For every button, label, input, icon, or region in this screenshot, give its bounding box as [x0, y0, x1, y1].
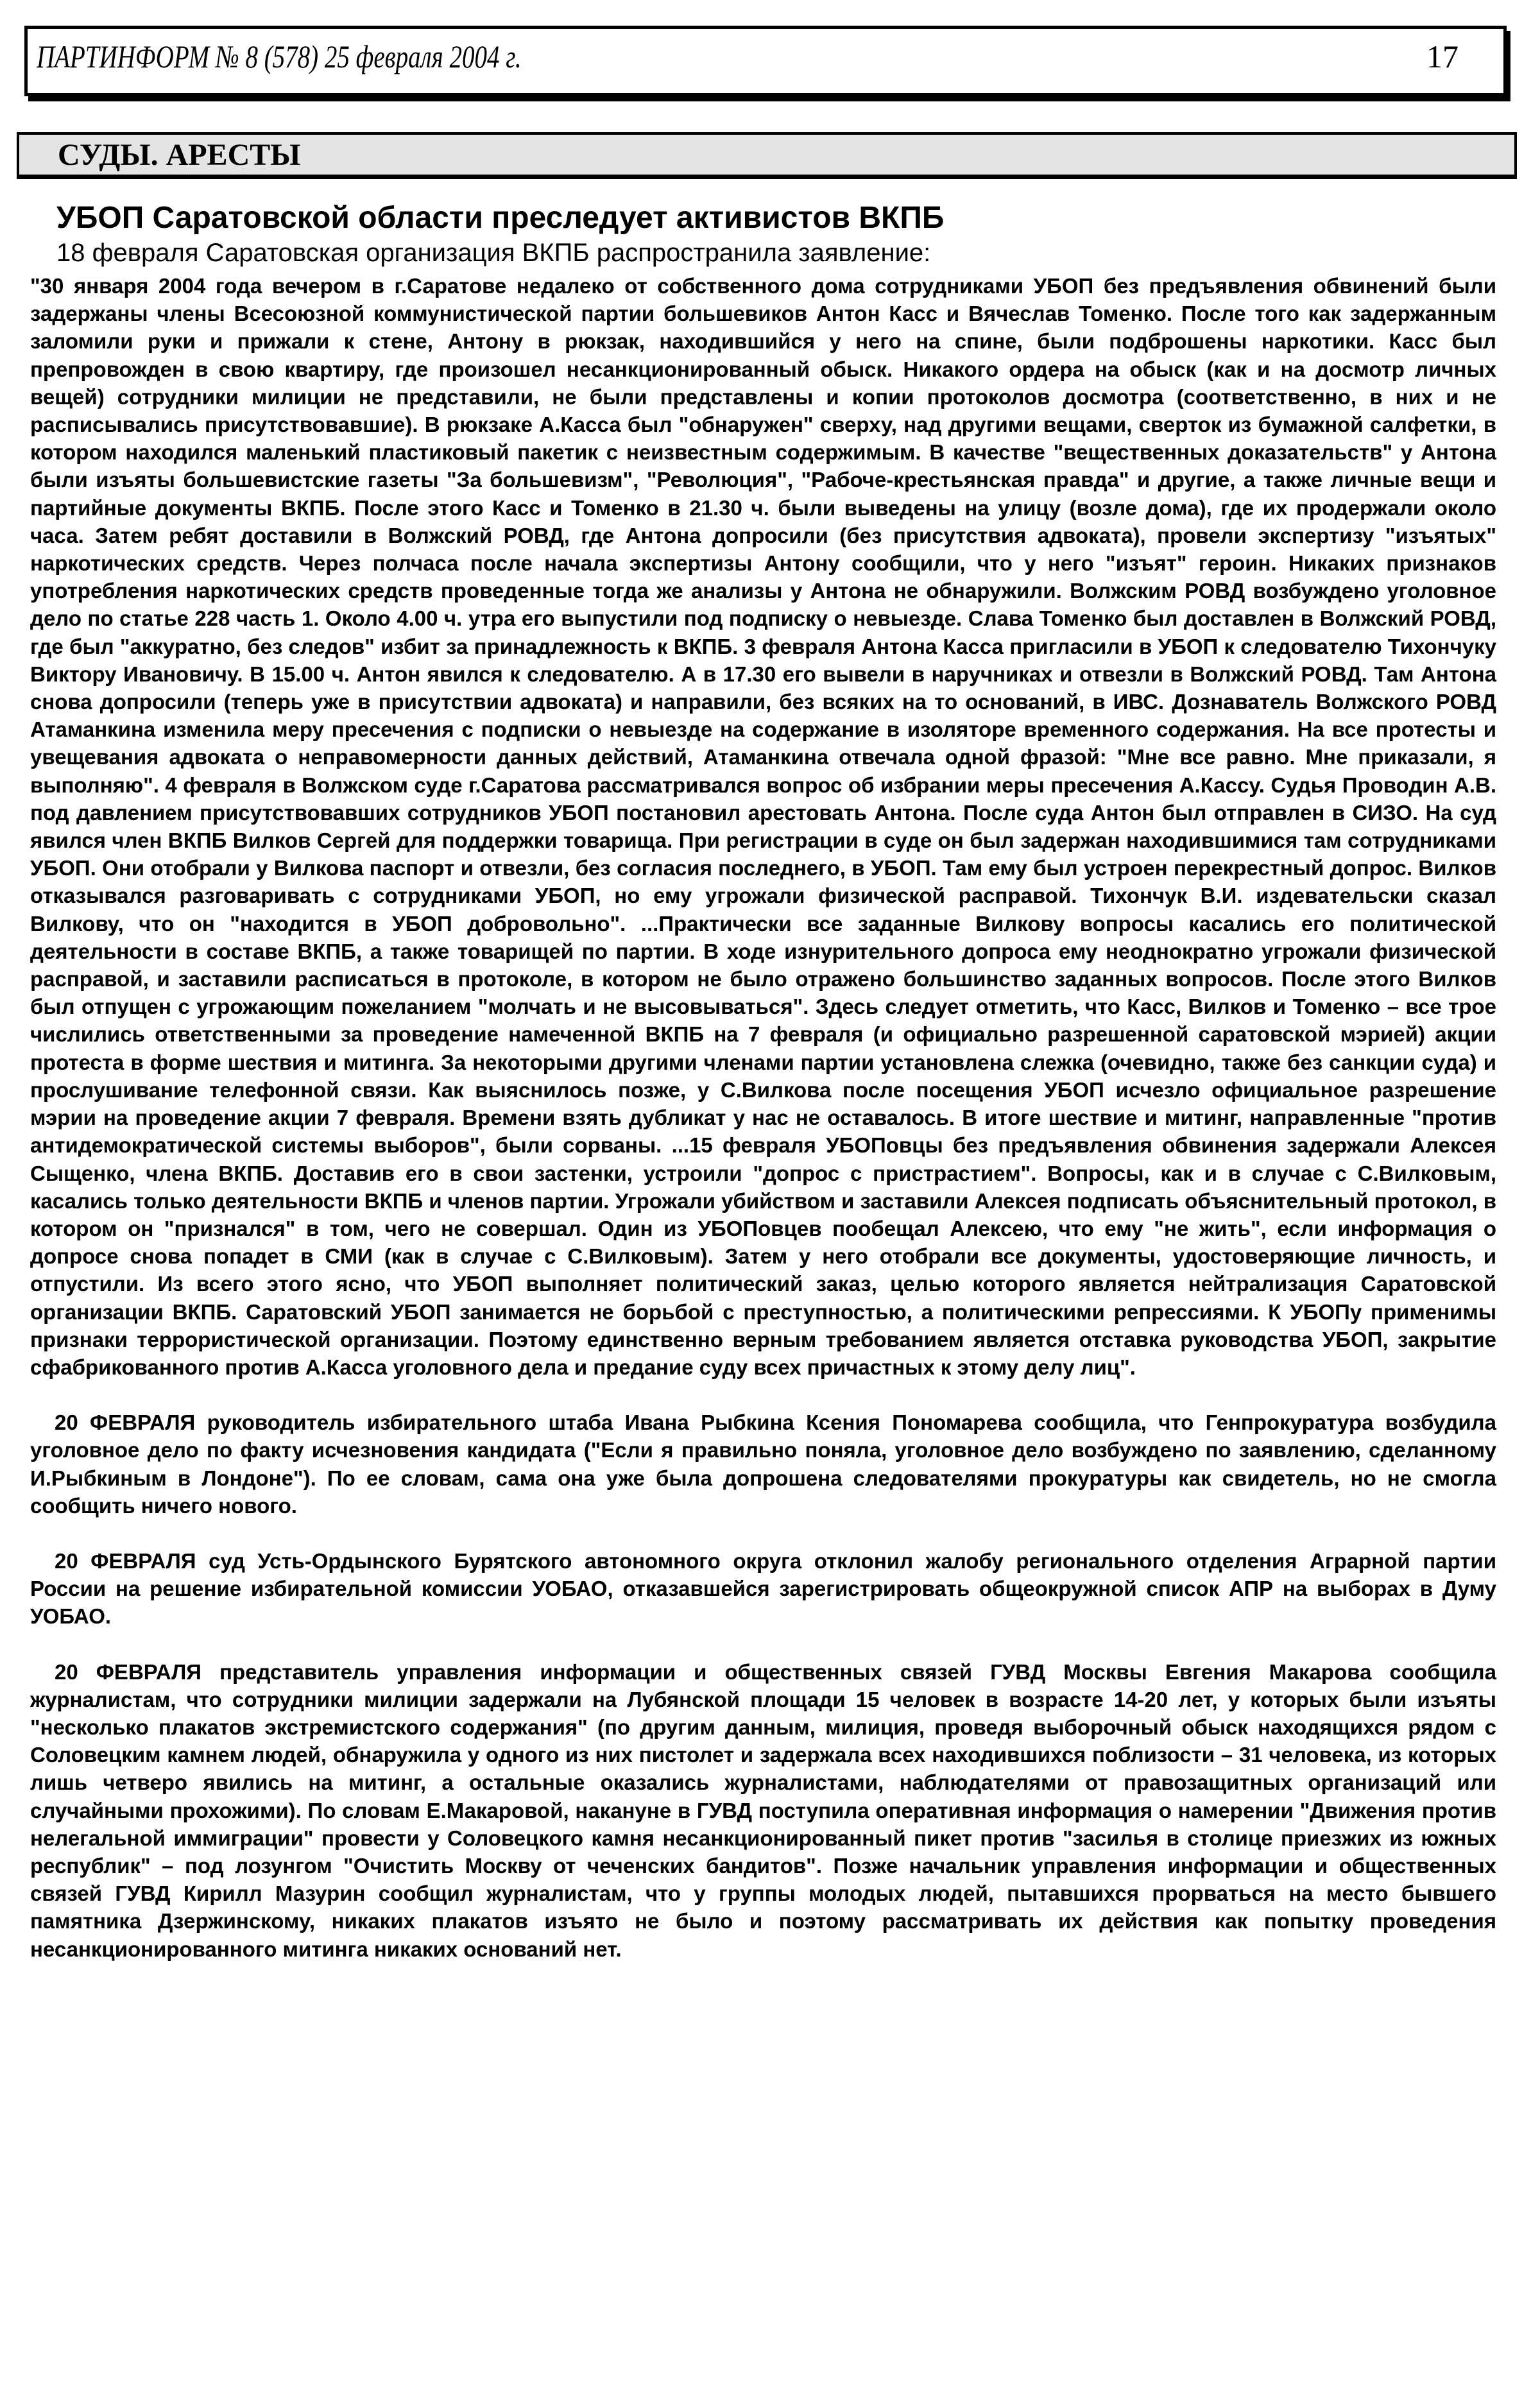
publication-title: ПАРТИНФОРМ № 8 (578) 25 февраля 2004 г. [37, 39, 522, 74]
article-title: УБОП Саратовской области преследует активистов ВКПБ [56, 201, 945, 235]
news-item: 20 ФЕВРАЛЯ представитель управления информации и общественных связей ГУВД Москвы Евгения Макарова сообщила журналистам, что сотрудники милиции задержали на Лубянской площади 15 человек в возрасте 14-20 лет, у которых были изъяты "несколько плакатов экстремистского содержания" (по другим данным, милиция, проведя выборочный обыск находящихся рядом с Соловецким камнем людей, обнаружила у одного из них пистолет и задержала всех находившихся поблизости – 31 человека, из которых лишь четверо явились на митинг, а остальные оказались журналистами, наблюдателями от правозащитных организаций или случайными прохожими). По словам Е.Макаровой, накануне в ГУВД поступила оперативная информация о намерении "Движения против нелегальной иммиграции" провести у Соловецкого камня несанкционированный пикет против "засилья в столице приезжих из южных республик" – под лозунгом "Очистить Москву от чеченских бандитов". Позже начальник управления информации и общественных связей ГУВД Кирилл Мазурин сообщил журналистам, что у группы молодых людей, пытавшихся прорваться на место бывшего памятника Дзержинскому, никаких плакатов изъято не было и поэтому рассматривать их действия как попытку проведения несанкционированного митинга никаких оснований нет. [30, 1659, 1496, 1961]
news-item: 20 ФЕВРАЛЯ руководитель избирательного штаба Ивана Рыбкина Ксения Пономарева сообщила, что Генпрокуратура возбудила уголовное дело по факту исчезновения кандидата ("Если я правильно поняла, уголовное дело возбуждено по заявлению, сделанному И.Рыбкиным в Лондоне"). По ее словам, сама она уже была допрошена следователями прокуратуры как свидетель, но не смогла сообщить ничего нового. [30, 1410, 1496, 1518]
news-item: 20 ФЕВРАЛЯ суд Усть-Ордынского Бурятского автономного округа отклонил жалобу регионального отделения Аграрной партии России на решение избирательной комиссии УОБАО, отказавшейся зарегистрировать общеокружной список АПР на выборах в Думу УОБАО. [30, 1548, 1496, 1629]
section-bar [17, 132, 1517, 179]
article-lead: 18 февраля Саратовская организация ВКПБ распространила заявление: [56, 239, 931, 267]
page-header [24, 26, 1507, 96]
article-quote: "30 января 2004 года вечером в г.Саратове недалеко от собственного дома сотрудниками УБОП без предъявления обвинений были задержаны члены Всесоюзной коммунистической партии большевиков Антон Касс и Вячеслав Томенко. После того как задержанным заломили руки и прижали к стене, Антону в рюкзак, находившийся у него на спине, были подброшены наркотики. Касс был препровожден в свою квартиру, где произошел несанкционированный обыск. Никакого ордера на обыск (как и на досмотр личных вещей) сотрудники милиции не представили, не были представлены и копии протоколов досмотра (соответственно, в них и не расписывались присутствовавшие). В рюкзаке А.Касса был "обнаружен" сверху, над другими вещами, сверток из бумажной салфетки, в котором находился маленький пластиковый пакетик с неизвестным содержимым. В качестве "вещественных доказательств" у Антона были изъяты большевистские газеты "За большевизм", "Революция", "Рабоче-крестьянская правда" и другие, а также личные вещи и партийные документы ВКПБ. После этого Касс и Томенко в 21.30 ч. были выведены на улицу (возле дома), где их продержали около часа. Затем ребят доставили в Волжский РОВД, где Антона допросили (без присутствия адвоката), провели экспертизу "изъятых" наркотических средств. Через полчаса после начала экспертизы Антону сообщили, что у него "изъят" героин. Никаких признаков употребления наркотических средств проведенные тогда же анализы у Антона не обнаружили. Волжским РОВД возбуждено уголовное дело по статье 228 часть 1. Около 4.00 ч. утра его выпустили под подписку о невыезде. Слава Томенко был доставлен в Волжский РОВД, где был "аккуратно, без следов" избит за принадлежность к ВКПБ. 3 февраля Антона Касса пригласили в УБОП к следователю Тихончуку Виктору Ивановичу. В 15.00 ч. Антон явился к следователю. А в 17.30 его вывели в наручниках и отвезли в Волжский РОВД. Там Антона снова допросили (теперь уже в присутствии адвоката) и направили, без всяких на то оснований, в ИВС. Дознаватель Волжского РОВД Атаманкина изменила меру пресечения с подписки о невыезде на содержание в изоляторе временного содержания. На все протесты и увещевания адвоката о неправомерности данных действий, Атаманкина отвечала одной фразой: "Мне все равно. Мне приказали, я выполняю". 4 февраля в Волжском суде г.Саратова рассматривался вопрос об избрании меры пресечения А.Кассу. Судья Проводин А.В. под давлением присутствовавших сотрудников УБОП постановил арестовать Антона. После суда Антон был отправлен в СИЗО. На суд явился член ВКПБ Вилков Сергей для поддержки товарища. При регистрации в суде он был задержан находившимися там сотрудниками УБОП. Они отобрали у Вилкова паспорт и отвезли, без согласия последнего, в УБОП. Там ему был устроен перекрестный допрос. Вилков отказывался разговаривать с сотрудниками УБОП, но ему угрожали физической расправой. Тихончук В.И. издевательски сказал Вилкову, что он "находится в УБОП добровольно". ...Практически все заданные Вилкову вопросы касались его политической деятельности в составе ВКПБ, а также товарищей по партии. В ходе изнурительного допроса ему неоднократно угрожали физической расправой, и заставили расписаться в протоколе, в котором не было отражено большинство заданных вопросов. После этого Вилков был отпущен с угрожающим пожеланием "молчать и не высовываться". Здесь следует отметить, что Касс, Вилков и Томенко – все трое числились ответственными за проведение намеченной ВКПБ на 7 февраля (и официально разрешенной саратовской мэрией) акции протеста в форме шествия и митинга. За некоторыми другими членами партии установлена слежка (очевидно, также без санкции суда) и прослушивание телефонной связи. Как выяснилось позже, у С.Вилкова после посещения УБОП исчезло официальное разрешение мэрии на проведение акции 7 февраля. Времени взять дубликат у нас не оставалось. В итоге шествие и митинг, направленные "против антидемократической системы выборов", были сорваны. ...15 февраля УБОПовцы без предъявления обвинения задержали Алексея Сыщенко, члена ВКПБ. Доставив его в свои застенки, устроили "допрос с пристрастием". Вопросы, как и в случае с С.Вилковым, касались только деятельности ВКПБ и членов партии. Угрожали убийством и заставили Алексея подписать объяснительный протокол, в котором он "признался" в том, чего не совершал. Один из УБОПовцев пообещал Алексею, что ему "не жить", если информация о допросе снова попадет в СМИ (как в случае с С.Вилковым). Затем у него отобрали все документы, удостоверяющие личность, и отпустили. Из всего этого ясно, что УБОП выполняет политический заказ, целью которого является нейтрализация Саратовской организации ВКПБ. Саратовский УБОП занимается не борьбой с преступностью, а политическими репрессиями. К УБОПу применимы признаки террористической организации. Поэтому единственно верным требованием является отставка руководства УБОП, закрытие сфабрикованного против А.Касса уголовного дела и предание суду всех причастных к этому делу лиц". [30, 274, 1496, 1379]
section-title: СУДЫ. АРЕСТЫ [58, 138, 301, 172]
page-number: 17 [1426, 39, 1459, 74]
article-body [30, 272, 1496, 1963]
